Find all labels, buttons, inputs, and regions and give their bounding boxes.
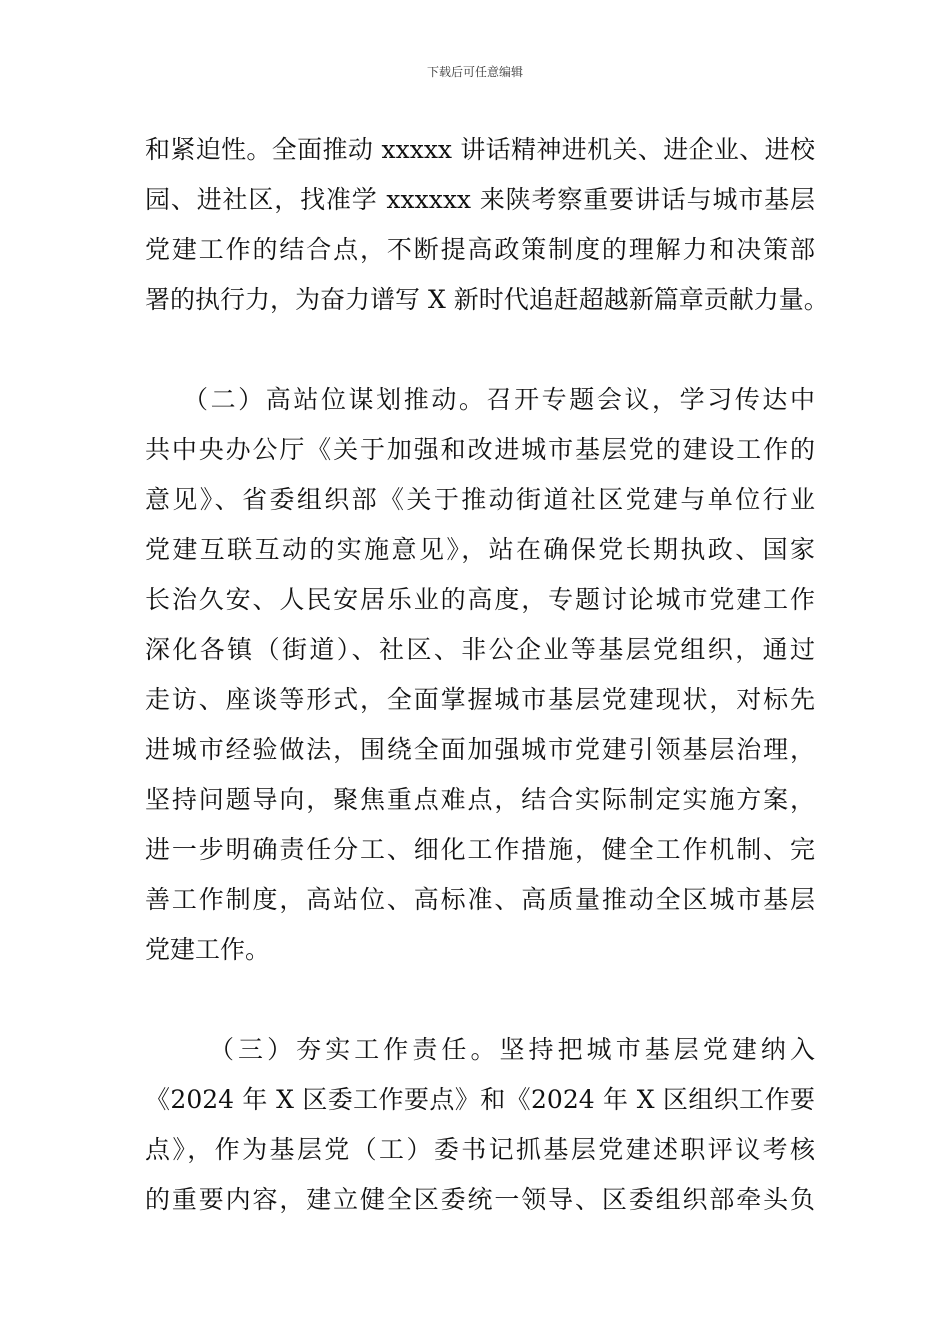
- paragraph-2: [145, 375, 815, 975]
- page-header-note: 下载后可任意编辑: [426, 65, 523, 79]
- text-line: 党建互联互动的实施意见》，站在确保党长期执政、国家: [145, 535, 815, 564]
- paragraph-1: [145, 125, 829, 325]
- text-line: 共中央办公厅《关于加强和改进城市基层党的建设工作的: [145, 435, 815, 464]
- text-line: 《2024 年 X 区委工作要点》和《2024 年 X 区组织工作要: [145, 1085, 815, 1114]
- text-line: 和紧迫性。全面推动 xxxxx 讲话精神进机关、进企业、进校: [145, 135, 815, 164]
- text-line: 走访、座谈等形式，全面掌握城市基层党建现状，对标先: [145, 685, 815, 714]
- text-line: 园、进社区，找准学 xxxxxx 来陕考察重要讲话与城市基层: [145, 185, 815, 214]
- text-line: 意见》、省委组织部《关于推动街道社区党建与单位行业: [145, 485, 815, 514]
- text-line: 署的执行力，为奋力谱写 X 新时代追赶超越新篇章贡献力量。: [145, 285, 829, 314]
- paragraph-spacer: [145, 325, 815, 375]
- text-line: 善工作制度，高站位、高标准、高质量推动全区城市基层: [145, 885, 815, 914]
- document-body: [145, 125, 829, 1225]
- text-line: 进一步明确责任分工、细化工作措施，健全工作机制、完: [145, 835, 815, 864]
- text-line: （二）高站位谋划推动。召开专题会议，学习传达中: [183, 385, 815, 414]
- paragraph-spacer: [145, 975, 815, 1025]
- text-line: 党建工作的结合点，不断提高政策制度的理解力和决策部: [145, 235, 815, 264]
- text-line: （三）夯实工作责任。坚持把城市基层党建纳入: [209, 1035, 815, 1064]
- text-line: 深化各镇（街道）、社区、非公企业等基层党组织，通过: [145, 635, 815, 664]
- text-line: 坚持问题导向，聚焦重点难点，结合实际制定实施方案，: [145, 785, 815, 814]
- text-line: 长治久安、人民安居乐业的高度，专题讨论城市党建工作: [145, 585, 815, 614]
- paragraph-3: [145, 1025, 815, 1225]
- text-line: 党建工作。: [145, 935, 271, 964]
- text-line: 点》，作为基层党（工）委书记抓基层党建述职评议考核: [145, 1135, 815, 1164]
- text-line: 的重要内容，建立健全区委统一领导、区委组织部牵头负: [145, 1185, 815, 1214]
- text-line: 进城市经验做法，围绕全面加强城市党建引领基层治理，: [145, 735, 815, 764]
